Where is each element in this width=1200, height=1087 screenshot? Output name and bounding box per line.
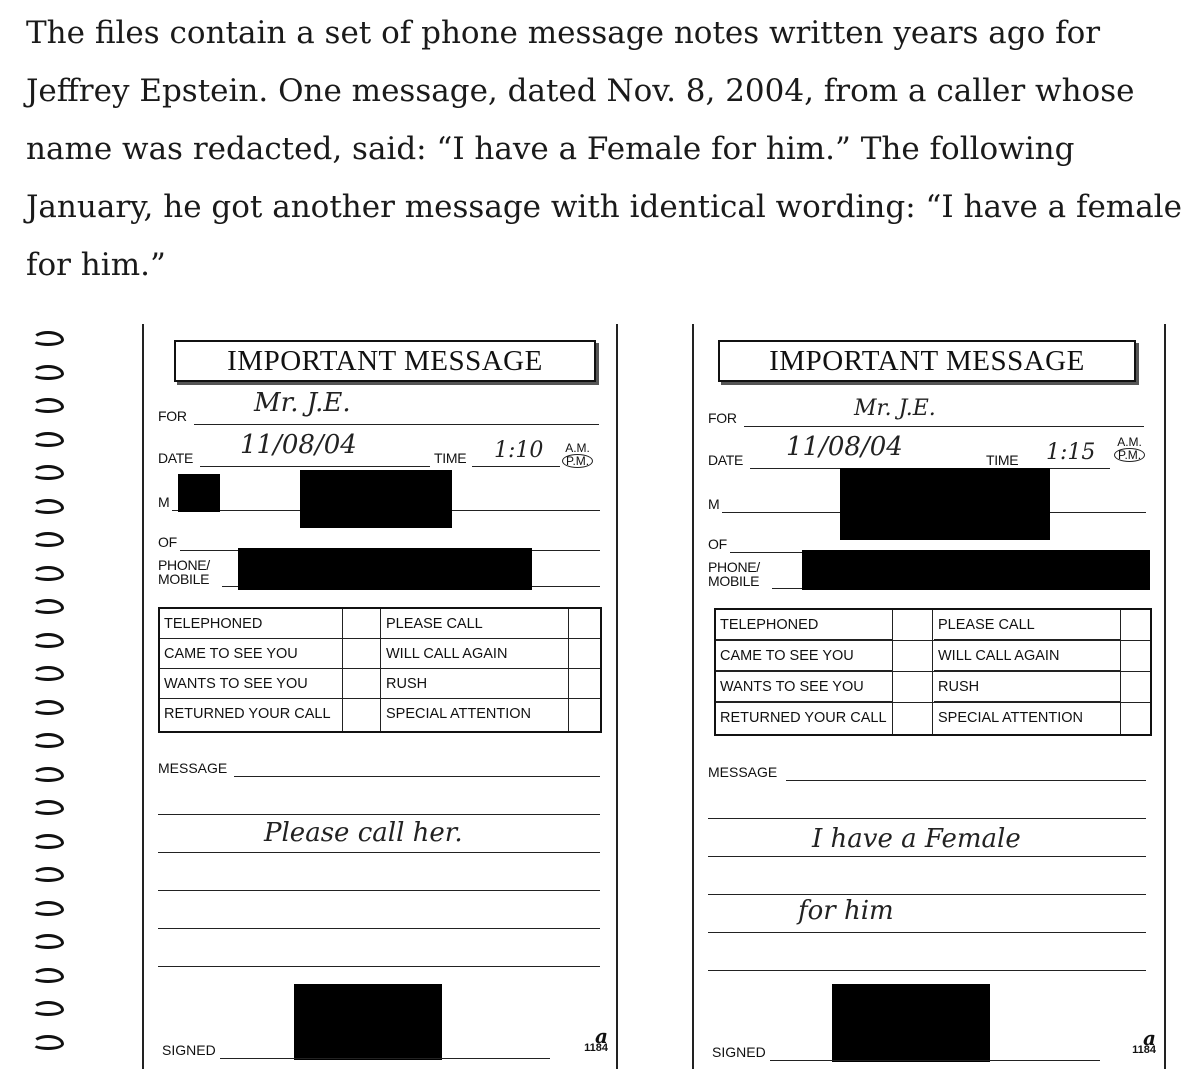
date-label: DATE <box>708 452 744 468</box>
call-status-checkboxes <box>714 608 1152 736</box>
checkbox-please-call: PLEASE CALL <box>382 609 568 639</box>
signed-label: SIGNED <box>712 1044 766 1060</box>
spiral-ring-icon <box>30 697 64 711</box>
spiral-ring-icon <box>30 998 64 1012</box>
form-logo: a 1184 <box>584 1024 608 1054</box>
logo-mark-icon: a <box>1143 1026 1156 1050</box>
phone-mobile-label: PHONE/ MOBILE <box>708 559 760 589</box>
for-label: FOR <box>708 410 737 426</box>
message-label: MESSAGE <box>708 764 778 780</box>
spiral-ring-icon <box>30 429 64 443</box>
for-label: FOR <box>158 408 187 424</box>
spiral-ring-icon <box>30 663 64 677</box>
spiral-ring-icon <box>30 931 64 945</box>
scanned-message-notes <box>0 318 1200 1087</box>
checkbox-telephoned: TELEPHONED <box>716 610 892 640</box>
for-handwritten: Mr. J.E. <box>854 396 936 421</box>
message-handwritten: Please call her. <box>264 818 463 848</box>
spiral-ring-icon <box>30 831 64 845</box>
checkbox-will-call-again: WILL CALL AGAIN <box>382 639 568 669</box>
note-title: IMPORTANT MESSAGE <box>718 340 1136 382</box>
am-pm-indicator: A.M. P.M. <box>1114 436 1145 462</box>
checkbox-please-call: PLEASE CALL <box>934 610 1120 640</box>
spiral-ring-icon <box>30 596 64 610</box>
checkbox-came-to-see-you: CAME TO SEE YOU <box>160 639 342 669</box>
of-label: OF <box>708 536 727 552</box>
spiral-ring-icon <box>30 864 64 878</box>
message-label: MESSAGE <box>158 760 228 776</box>
redaction-box <box>294 984 442 1060</box>
form-logo: a 1184 <box>1132 1026 1156 1056</box>
time-handwritten: 1:15 <box>1046 440 1096 465</box>
time-handwritten: 1:10 <box>494 438 544 463</box>
checkbox-special-attention: SPECIAL ATTENTION <box>386 706 532 722</box>
spiral-ring-icon <box>30 1032 64 1046</box>
redaction-box <box>178 474 220 512</box>
spiral-ring-icon <box>30 496 64 510</box>
date-handwritten: 11/08/04 <box>786 432 903 462</box>
spiral-ring-icon <box>30 328 64 342</box>
checkbox-returned-your-call: RETURNED YOUR CALL <box>720 710 887 726</box>
call-status-checkboxes <box>158 607 602 733</box>
redaction-box <box>840 468 1050 540</box>
time-line <box>472 466 560 467</box>
spiral-ring-icon <box>30 965 64 979</box>
date-line <box>200 466 430 467</box>
spiral-ring-icon <box>30 797 64 811</box>
m-label: M <box>158 494 170 510</box>
time-label: TIME <box>434 450 467 466</box>
checkbox-rush: RUSH <box>382 669 568 699</box>
checkbox-telephoned: TELEPHONED <box>160 609 342 639</box>
for-handwritten: Mr. J.E. <box>254 388 351 418</box>
spiral-ring-icon <box>30 529 64 543</box>
redaction-box <box>300 470 452 528</box>
date-handwritten: 11/08/04 <box>240 430 357 460</box>
date-label: DATE <box>158 450 194 466</box>
checkbox-special-attention: SPECIAL ATTENTION <box>938 710 1084 726</box>
time-label: TIME <box>986 452 1019 468</box>
spiral-ring-icon <box>30 563 64 577</box>
redaction-box <box>238 548 532 590</box>
checkbox-came-to-see-you: CAME TO SEE YOU <box>716 641 892 671</box>
message-note-2 <box>692 324 1166 1069</box>
spiral-ring-icon <box>30 898 64 912</box>
checkbox-returned-your-call: RETURNED YOUR CALL <box>164 706 331 722</box>
spiral-ring-icon <box>30 730 64 744</box>
message-handwritten-line-2: for him <box>798 896 894 926</box>
logo-mark-icon: a <box>595 1024 608 1048</box>
spiral-ring-icon <box>30 764 64 778</box>
spiral-ring-icon <box>30 630 64 644</box>
checkbox-rush: RUSH <box>934 672 1120 702</box>
m-label: M <box>708 496 720 512</box>
checkbox-wants-to-see-you: WANTS TO SEE YOU <box>716 672 892 702</box>
spiral-ring-icon <box>30 395 64 409</box>
checkbox-wants-to-see-you: WANTS TO SEE YOU <box>160 669 342 699</box>
redaction-box <box>832 984 990 1062</box>
of-label: OF <box>158 534 177 550</box>
for-line <box>744 426 1144 427</box>
am-pm-indicator: A.M. P.M. <box>562 442 593 468</box>
redaction-box <box>802 550 1150 590</box>
message-note-1 <box>142 324 618 1069</box>
signed-label: SIGNED <box>162 1042 216 1058</box>
spiral-ring-icon <box>30 462 64 476</box>
spiral-ring-icon <box>30 362 64 376</box>
article-paragraph: The files contain a set of phone message notes written years ago for Jeffrey Epstein. One message, dated Nov. 8, 2004, from a caller whose name was redacted, said: “I have a Female for him.” The following January, he got another message with identical wording: “I have a female for him.” <box>26 15 1182 283</box>
note-title: IMPORTANT MESSAGE <box>174 340 596 382</box>
phone-mobile-label: PHONE/ MOBILE <box>158 557 210 587</box>
checkbox-will-call-again: WILL CALL AGAIN <box>934 641 1120 671</box>
message-handwritten-line-1: I have a Female <box>812 824 1021 854</box>
for-line <box>194 424 599 425</box>
